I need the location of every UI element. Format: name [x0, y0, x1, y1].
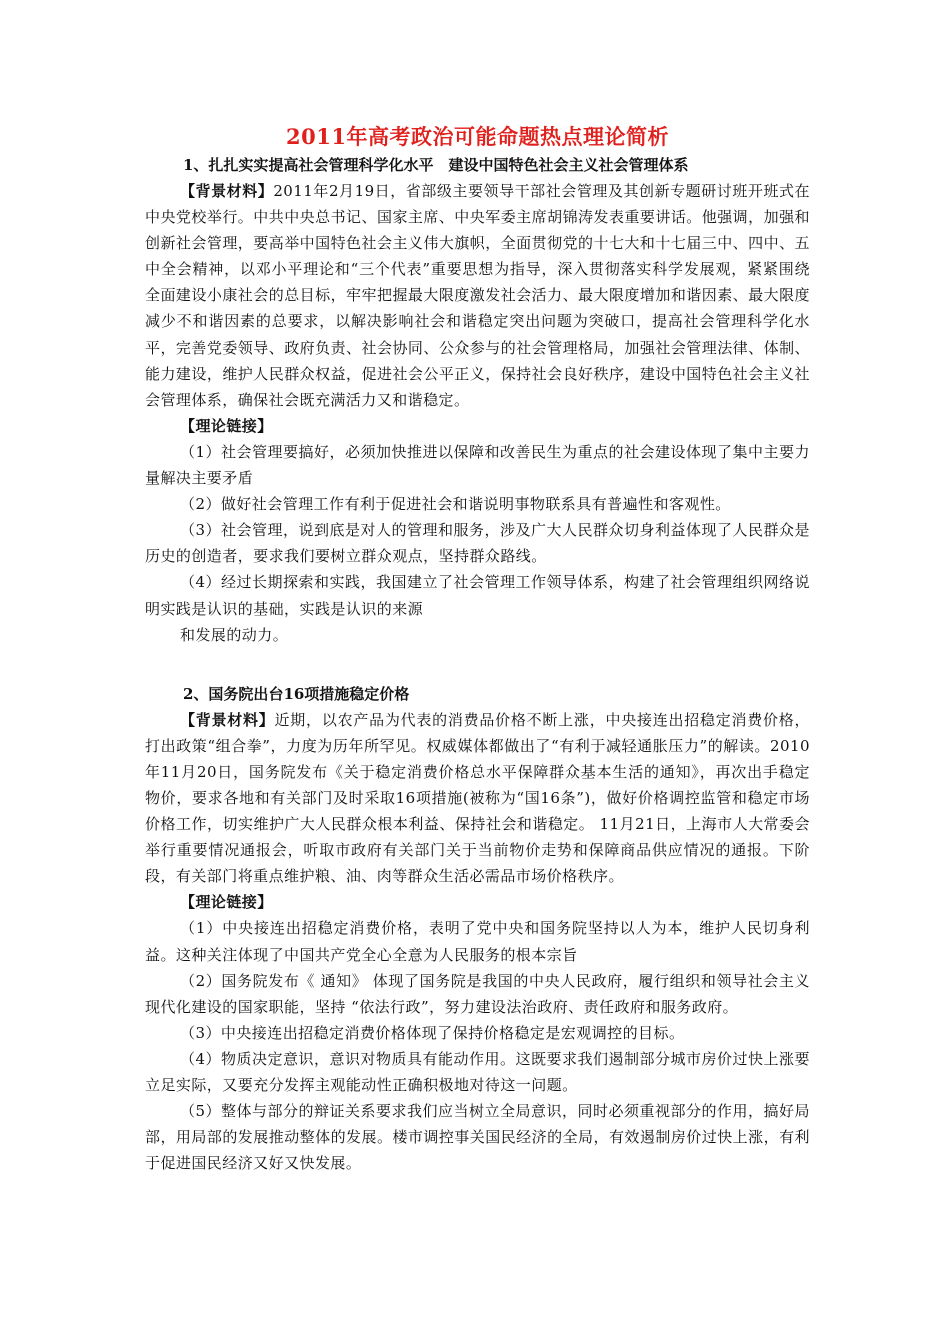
section-2-background-text: 近期，以农产品为代表的消费品价格不断上涨，中央接连出招稳定消费价格，打出政策“组合拳”，力度为历年所罕见。权威媒体都做出了“有利于减轻通胀压力”的解读。2010年11月20日，国务院发布《关于稳定消费价格总水平保障群众基本生活的通知》，再次出手稳定物价，要求各地和有关部门及时采取16项措施(被称为“国16条”)，做好价格调控监管和稳定市场价格工作，切实维护广大人民群众根本利益、保持社会和谐稳定。 11月21日，上海市人大常委会举行重要情况通报会，听取市政府有关部门关于当前物价走势和保障商品供应情况的通报。下阶段，有关部门将重点维护粮、油、肉等群众生活必需品市场价格秩序。 [145, 710, 810, 886]
section-1-theory-label [145, 413, 810, 439]
background-label: 【背景材料】 [180, 182, 274, 200]
section-2-point-4: （4）物质决定意识，意识对物质具有能动作用。这既要求我们遏制部分城市房价过快上涨要立足实际，又要充分发挥主观能动性正确积极地对待这一问题。 [145, 1049, 810, 1094]
theory-label: 【理论链接】 [180, 416, 273, 435]
section-2-point-3: （3）中央接连出招稳定消费价格体现了保持价格稳定是宏观调控的目标。 [180, 1023, 685, 1042]
section-1-point-2: （2）做好社会管理工作有利于促进社会和谐说明事物联系具有普遍性和客观性。 [180, 495, 731, 514]
section-1-heading: 1、扎扎实实提高社会管理科学化水平 建设中国特色社会主义社会管理体系 [183, 156, 689, 174]
background-label: 【背景材料】 [180, 710, 275, 729]
theory-label: 【理论链接】 [180, 893, 273, 912]
section-2-point-1: （1）中央接连出招稳定消费价格，表明了党中央和国务院坚持以人为本，维护人民切身利益。这种关注体现了中国共产党全心全意为人民服务的根本宗旨 [145, 919, 810, 964]
section-1-background [145, 178, 810, 413]
document-body [145, 122, 810, 1176]
section-1-point-3: （3）社会管理，说到底是对人的管理和服务，涉及广大人民群众切身利益体现了人民群众是历史的创造者，要求我们要树立群众观点，坚持群众路线。 [145, 521, 810, 566]
section-2-background [145, 707, 810, 890]
section-1-point-4-continuation: 和发展的动力。 [180, 625, 289, 644]
section-2-point-2: （2）国务院发布《 通知》 体现了国务院是我国的中央人民政府，履行组织和领导社会主义现代化建设的国家职能，坚持 “依法行政”，努力建设法治政府、责任政府和服务政府。 [145, 971, 810, 1016]
section-2-theory-label [145, 889, 810, 915]
section-1-background-text: 2011年2月19日，省部级主要领导干部社会管理及其创新专题研讨班开班式在中央党校举行。中共中央总书记、国家主席、中央军委主席胡锦涛发表重要讲话。他强调，加强和创新社会管理，要高举中国特色社会主义伟大旗帜，全面贯彻党的十七大和十七届三中、四中、五中全会精神，以邓小平理论和“三个代表”重要思想为指导，深入贯彻落实科学发展观，紧紧围绕全面建设小康社会的总目标，牢牢把握最大限度激发社会活力、最大限度增加和谐因素、最大限度减少不和谐因素的总要求，以解决影响社会和谐稳定突出问题为突破口，提高社会管理科学化水平，完善党委领导、政府负责、社会协同、公众参与的社会管理格局，加强社会管理法律、体制、能力建设，维护人民群众权益，促进社会公平正义，保持社会良好秩序，建设中国特色社会主义社会管理体系，确保社会既充满活力又和谐稳定。 [145, 182, 810, 409]
section-1-point-1: （1）社会管理要搞好，必须加快推进以保障和改善民生为重点的社会建设体现了集中主要力量解决主要矛盾 [145, 442, 810, 488]
section-2-heading: 2、国务院出台16项措施稳定价格 [183, 684, 410, 703]
section-2-point-5: （5）整体与部分的辩证关系要求我们应当树立全局意识，同时必须重视部分的作用，搞好局部，用局部的发展推动整体的发展。楼市调控事关国民经济的全局，有效遏制房价过快上涨，有利于促进国民经济又好又快发展。 [145, 1102, 810, 1173]
document-title: 2011年高考政治可能命题热点理论简析 [286, 124, 669, 149]
section-1-point-4: （4）经过长期探索和实践，我国建立了社会管理工作领导体系，构建了社会管理组织网络说明实践是认识的基础，实践是认识的来源 [145, 573, 810, 618]
